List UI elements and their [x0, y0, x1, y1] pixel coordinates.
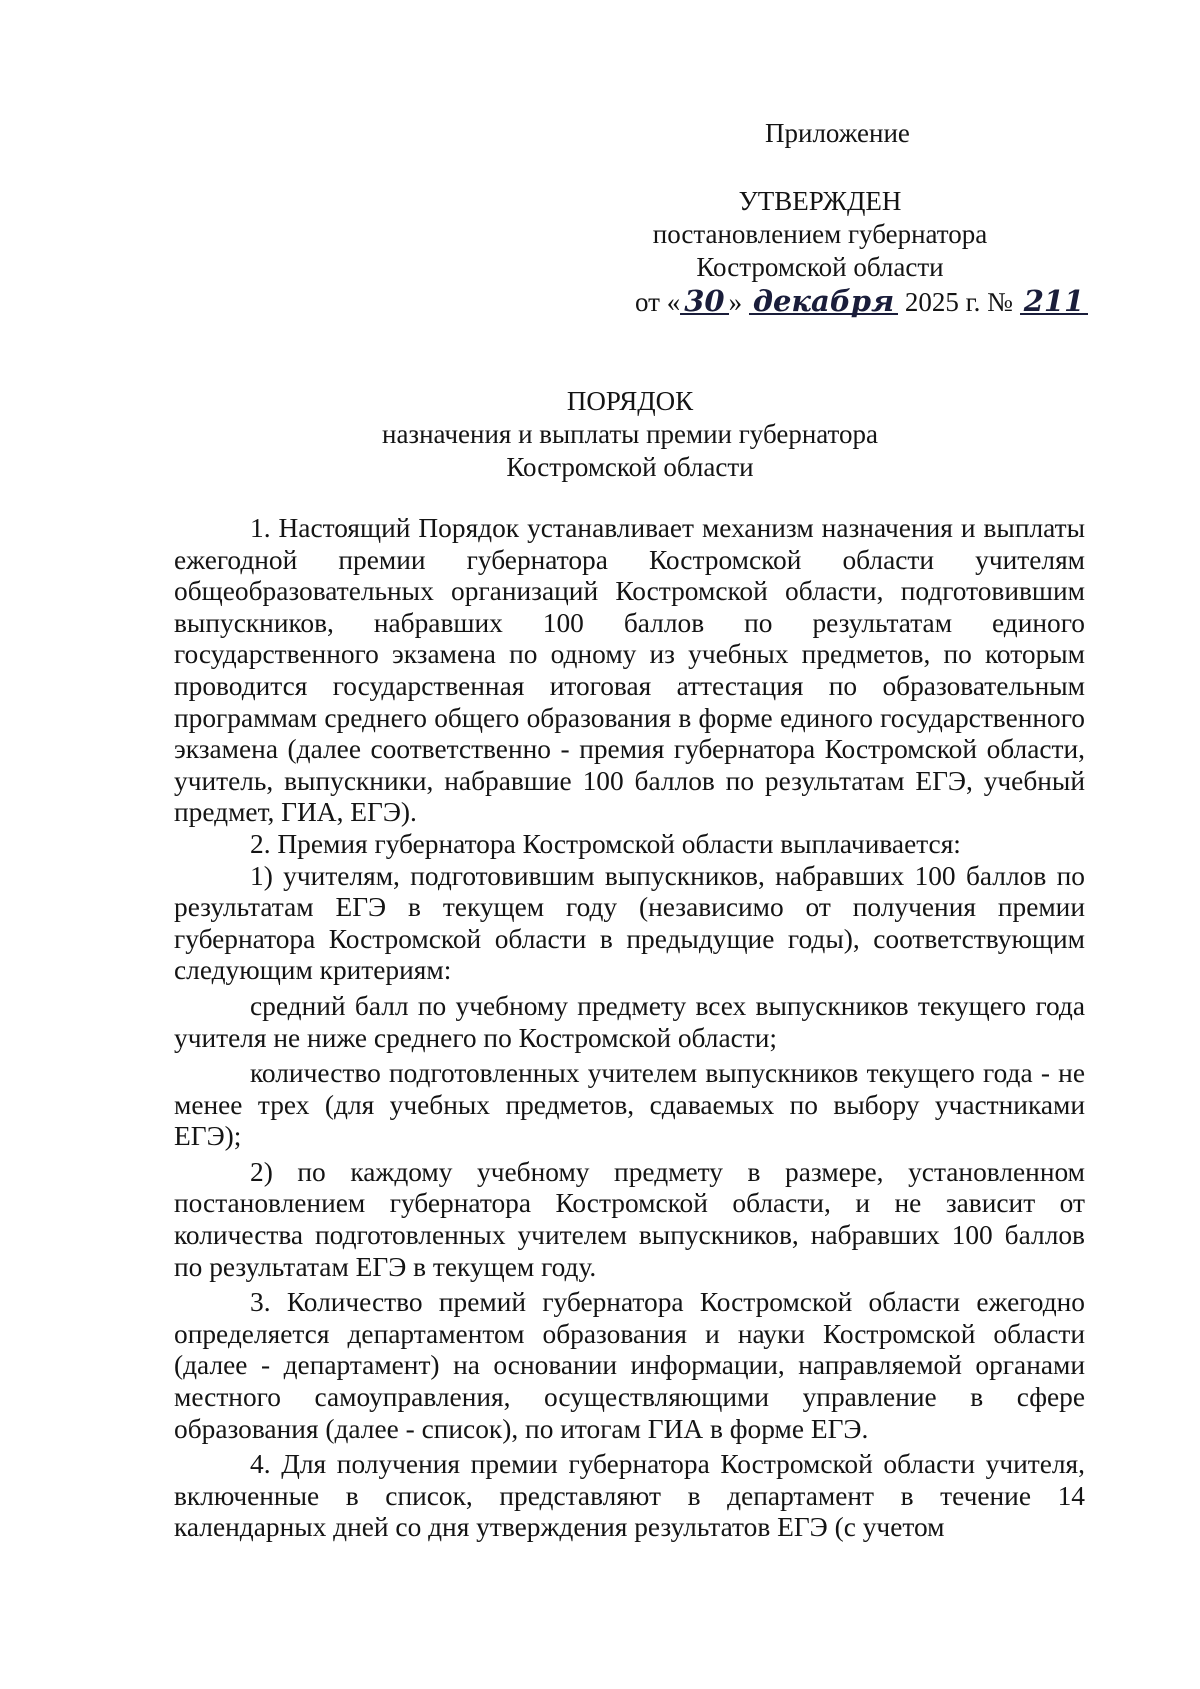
criterion-1: средний балл по учебному предмету всех выпускников текущего года учителя не ниже среднего по Костромской области;: [174, 990, 1085, 1053]
date-year: 2025 г. №: [898, 287, 1020, 317]
approval-line-1: постановлением губернатора: [652, 219, 988, 249]
paragraph-4: 4. Для получения премии губернатора Костромской области учителя, включенные в список, представляют в департамент в течение 14 календарных дней со дня утверждения результатов ЕГЭ (с учетом: [174, 1449, 1085, 1543]
paragraph-2-2: 2) по каждому учебному предмету в размере, установленном постановлением губернатора Костромской области, и не зависит от количества подготовленных учителем выпускников, набравших 100 баллов по результатам ЕГЭ в текущем году.: [174, 1156, 1085, 1282]
criterion-2: количество подготовленных учителем выпускников текущего года - не менее трех (для учебных предметов, сдаваемых по выбору участниками ЕГЭ);: [174, 1058, 1085, 1152]
title-line-1: назначения и выплаты премии губернатора: [382, 419, 878, 449]
date-mid: »: [728, 287, 749, 317]
paragraph-2-1: 1) учителям, подготовившим выпускников, набравших 100 баллов по результатам ЕГЭ в текущем году (независимо от получения премии губернатора Костромской области в предыдущие годы), соответствующим следующим критериям:: [174, 860, 1085, 986]
handwritten-month: декабря: [749, 284, 898, 318]
title-line-2: Костромской области: [506, 452, 754, 482]
handwritten-number: 211: [1020, 284, 1089, 318]
paragraph-1: 1. Настоящий Порядок устанавливает механизм назначения и выплаты ежегодной премии губернатора Костромской области учителям общеобразовательных организаций Костромской области, подготовившим выпускников, набравших 100 баллов по результатам единого государственного экзамена по одному из учебных предметов, по которым проводится государственная итоговая аттестация по образовательным программам среднего общего образования в форме единого государственного экзамена (далее соответственно - премия губернатора Костромской области, учитель, выпускники, набравшие 100 баллов по результатам ЕГЭ, учебный предмет, ГИА, ЕГЭ).: [174, 513, 1085, 828]
appendix-label: Приложение: [765, 118, 910, 148]
approval-date-line: [635, 284, 1088, 318]
approval-word: УТВЕРЖДЕН: [738, 186, 902, 216]
paragraph-2: 2. Премия губернатора Костромской области выплачивается:: [250, 828, 961, 859]
handwritten-day: 30: [680, 284, 728, 318]
document-title: [300, 385, 960, 484]
approval-block: [540, 185, 1100, 284]
approval-line-2: Костромской области: [696, 252, 944, 282]
date-prefix: от «: [635, 287, 681, 317]
title-main: ПОРЯДОК: [566, 386, 694, 416]
paragraph-3: 3. Количество премий губернатора Костромской области ежегодно определяется департаментом образования и науки Костромской области (далее - департамент) на основании информации, направляемой органами местного самоуправления, осуществляющими управление в сфере образования (далее - список), по итогам ГИА в форме ЕГЭ.: [174, 1287, 1085, 1444]
document-body: [174, 513, 1085, 1544]
